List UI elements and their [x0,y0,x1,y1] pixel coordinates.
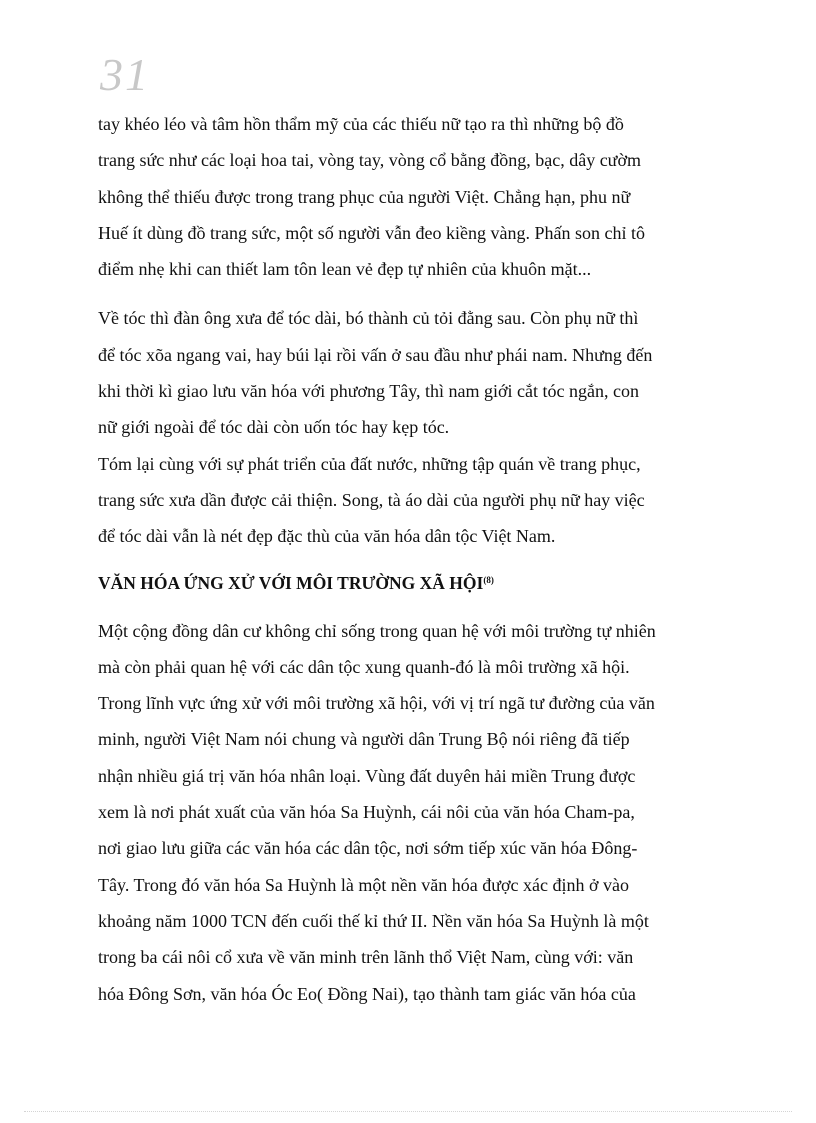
text-line: mà còn phải quan hệ với các dân tộc xung quanh-đó là môi trường xã hội. [98,656,630,677]
text-line: minh, người Việt Nam nói chung và người dân Trung Bộ nói riêng đã tiếp [98,729,630,750]
paragraph-hair [98,300,720,554]
text-line: khoảng năm 1000 TCN đến cuối thế kỉ thứ II. Nền văn hóa Sa Huỳnh là một [98,910,649,931]
page-bottom-rule [24,1111,792,1112]
text-line: trong ba cái nôi cổ xưa về văn minh trên lãnh thổ Việt Nam, cùng với: văn [98,947,634,968]
text-line: nơi giao lưu giữa các văn hóa các dân tộc, nơi sớm tiếp xúc văn hóa Đông- [98,838,638,859]
text-line: Huế ít dùng đồ trang sức, một số người vẫn đeo kiềng vàng. Phấn son chỉ tô [98,222,645,243]
text-line: xem là nơi phát xuất của văn hóa Sa Huỳnh, cái nôi của văn hóa Cham-pa, [98,802,635,823]
text-line: Một cộng đồng dân cư không chỉ sống trong quan hệ với môi trường tự nhiên [98,620,656,641]
section-heading-text: VĂN HÓA ỨNG XỬ VỚI MÔI TRƯỜNG XÃ HỘI [98,572,484,593]
text-line: tay khéo léo và tâm hồn thẩm mỹ của các thiếu nữ tạo ra thì những bộ đồ [98,114,624,134]
text-line: Trong lĩnh vực ứng xử với môi trường xã hội, với vị trí ngã tư đường của văn [98,693,655,714]
text-line: trang sức như các loại hoa tai, vòng tay, vòng cổ bằng đồng, bạc, dây cườm [98,150,641,171]
paragraph-social-environment [98,613,720,1012]
text-line: khi thời kì giao lưu văn hóa với phương Tây, thì nam giới cắt tóc ngắn, con [98,381,639,402]
section-heading [98,563,720,597]
text-line: nhận nhiều giá trị văn hóa nhân loại. Vùng đất duyên hải miền Trung được [98,765,636,786]
document-body [98,106,720,1012]
heading-spacer [98,597,720,613]
text-line: Về tóc thì đàn ông xưa để tóc dài, bó thành củ tỏi đằng sau. Còn phụ nữ thì [98,308,639,329]
footnote-marker: (8) [483,574,494,585]
text-line: điểm nhẹ khi can thiết lam tôn lean vẻ đẹp tự nhiên của khuôn mặt... [98,259,592,280]
heading-spacer [98,555,720,563]
text-line: trang sức xưa dần được cải thiện. Song, tà áo dài của người phụ nữ hay việc [98,489,645,510]
text-line: Tây. Trong đó văn hóa Sa Huỳnh là một nền văn hóa được xác định ở vào [98,874,630,895]
page-number: 31 [100,49,150,100]
text-line: hóa Đông Sơn, văn hóa Óc Eo( Đồng Nai), tạo thành tam giác văn hóa của [98,983,636,1004]
text-line: để tóc dài vẫn là nét đẹp đặc thù của văn hóa dân tộc Việt Nam. [98,526,556,547]
text-line: để tóc xõa ngang vai, hay búi lại rồi vấn ở sau đầu như phái nam. Nhưng đến [98,344,653,365]
text-line: không thể thiếu được trong trang phục của người Việt. Chẳng hạn, phu nữ [98,186,631,207]
paragraph-spacer [98,287,720,300]
text-line: Tóm lại cùng với sự phát triển của đất nước, những tập quán về trang phục, [98,453,641,474]
paragraph-jewelry [98,106,720,287]
text-line: nữ giới ngoài để tóc dài còn uốn tóc hay kẹp tóc. [98,417,450,438]
